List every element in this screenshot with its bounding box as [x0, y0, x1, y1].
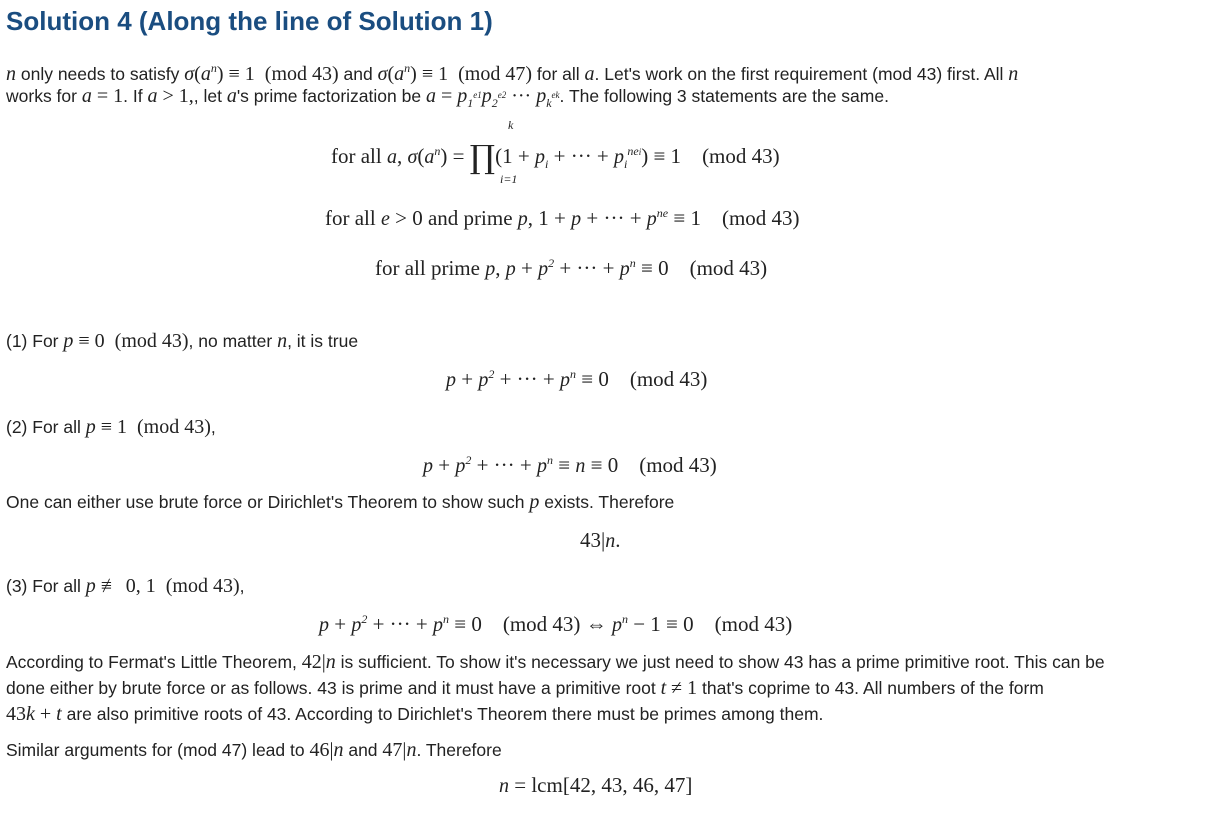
case-2-result: 43|n.	[580, 528, 621, 552]
similar-arguments-line: Similar arguments for (mod 47) lead to 46|n and 47|n. Therefore	[6, 739, 502, 761]
intro-line-1: n only needs to satisfy $\sigma(a^n) \equiv 1$ (mod 43) and $\sigma(a^n) \equiv 1$ (mod 47) for all a. Let's work on the first requirement (mod 43) first. All n	[6, 61, 1019, 85]
product-upper-limit: k	[508, 118, 514, 132]
case-2-text: One can either use brute force or Dirichlet's Theorem to show such p exists. Therefore	[6, 491, 675, 513]
final-equation: n = lcm[42, 43, 46, 47]	[499, 773, 693, 797]
product-lower-limit: i=1	[500, 172, 518, 186]
case-3-equation: $p + p^2$ + ··· + $p^n \equiv 0$ (mod 43) ⇔ $p^n - 1 \equiv 0$ (mod 43)	[319, 612, 793, 636]
case-2-equation: $p + p^2$ + ··· + $p^n \equiv n \equiv 0$ (mod 43)	[423, 453, 717, 477]
fermat-line-3: 43k + t are also primitive roots of 43. According to Dirichlet's Theorem there must be primes among them.	[6, 703, 824, 725]
case-2-label: (2) For all p ≡ 1 (mod 43),	[6, 416, 216, 438]
case-3-label: (3) For all p ≢ 0, 1 (mod 43),	[6, 575, 245, 597]
case-1-equation: $p + p^2$ + ··· + $p^n \equiv 0$ (mod 43)	[446, 367, 708, 391]
equation-2: for all e > 0 and prime p, 1 + p + ··· + $p^{ne} \equiv 1$ (mod 43)	[325, 206, 800, 230]
solution-title: Solution 4 (Along the line of Solution 1)	[6, 6, 493, 36]
fermat-line-2: done either by brute force or as follows. 43 is prime and it must have a primitive root t ≠ 1 that's coprime to 43. All numbers of the form	[6, 677, 1044, 699]
equation-3: for all prime p, $p + p^2$ + ··· + $p^n \equiv 0$ (mod 43)	[375, 256, 768, 280]
intro-line-2: works for a = 1. If a > 1,, let a's prime factorization be $a = p_1^{e1}p_2^{e2}$ ··· $p_k^{ek}$. The following 3 statements are the same.	[6, 85, 889, 110]
fermat-line-1: According to Fermat's Little Theorem, 42|n is sufficient. To show it's necessary we just need to show 43 has a prime primitive root. This can be	[6, 651, 1105, 673]
case-1-label: (1) For p ≡ 0 (mod 43), no matter n, it is true	[6, 330, 359, 352]
equation-1: for all a, $\sigma(a^n)$ = ∏(1 + $p_i$ + ··· + $p_i^{nei}) \equiv 1$ (mod 43)	[331, 138, 780, 176]
